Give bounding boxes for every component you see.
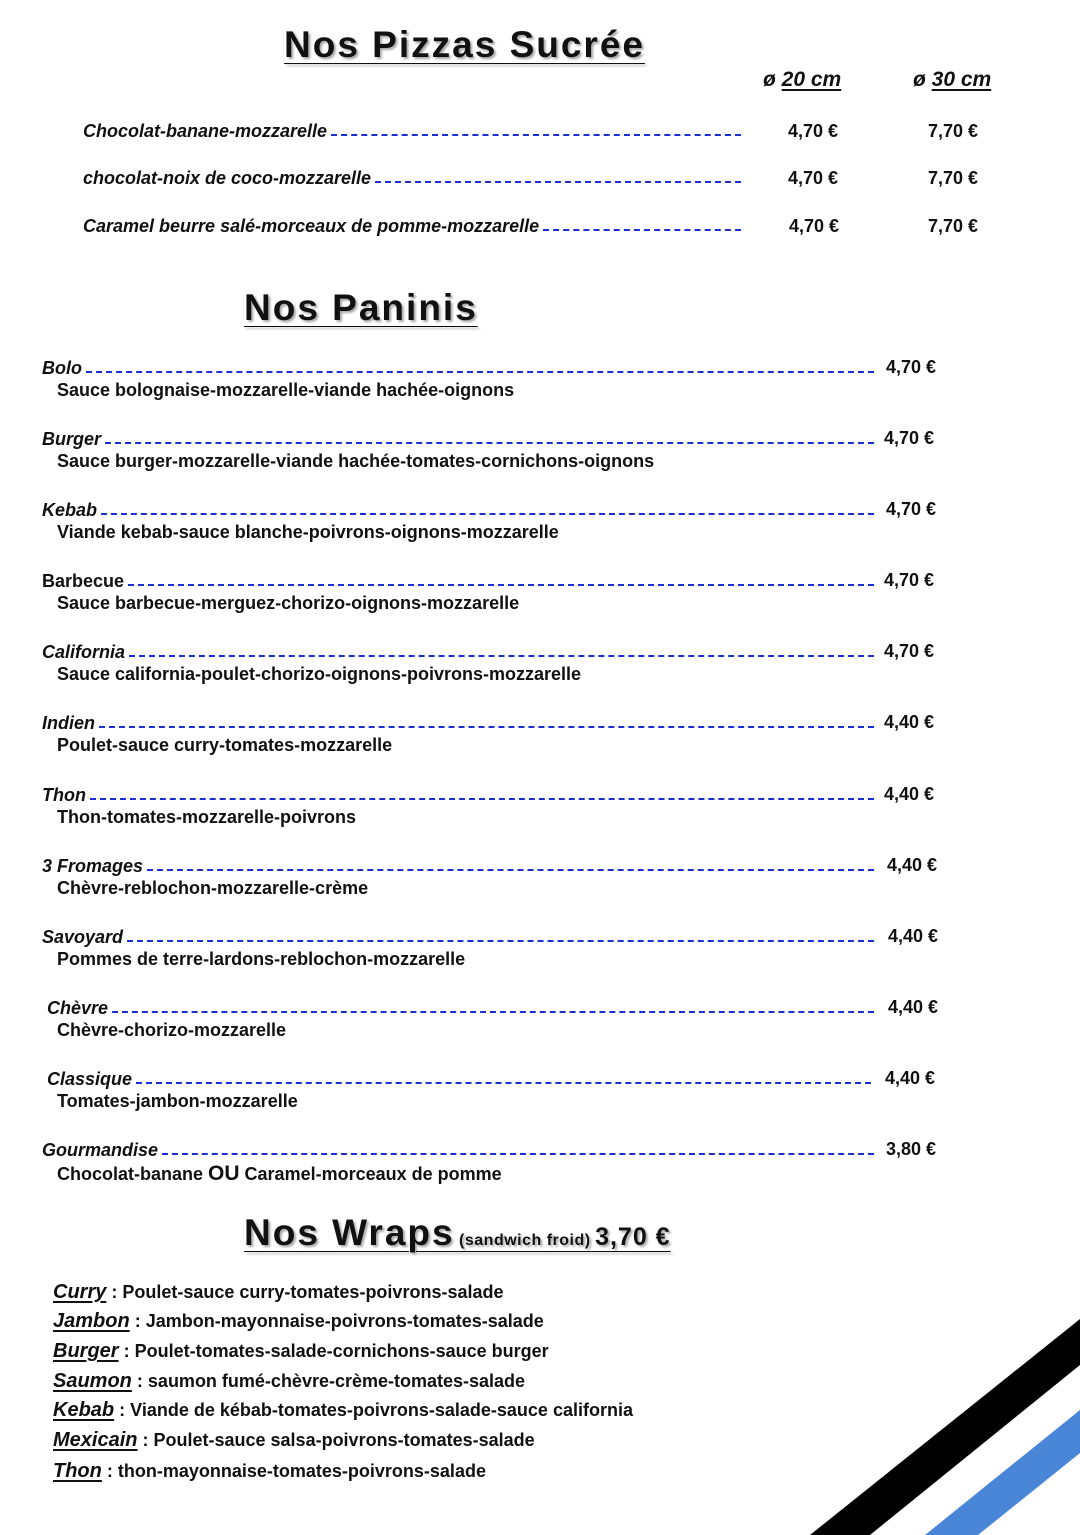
wrap-item — [53, 1340, 549, 1363]
wrap-description: : Viande de kébab-tomates-poivrons-salade-sauce california — [119, 1400, 633, 1420]
wraps-price: 3,70 € — [595, 1223, 671, 1251]
panini-description: Chèvre-chorizo-mozzarelle — [57, 1020, 287, 1040]
wraps-title-text: Nos Wraps — [244, 1212, 455, 1253]
description-option-b: Caramel-morceaux de pomme — [244, 1164, 502, 1184]
panini-price: 4,40 € — [887, 855, 938, 875]
wrap-description: : thon-mayonnaise-tomates-poivrons-salade — [106, 1461, 486, 1481]
wrap-name: Curry — [53, 1281, 107, 1303]
leader-dots — [128, 584, 874, 586]
leader-dots — [543, 229, 741, 231]
wraps-subtitle: (sandwich froid) — [459, 1232, 591, 1249]
panini-price: 4,40 € — [885, 1068, 936, 1088]
panini-name: Chèvre — [47, 998, 109, 1018]
panini-price: 4,40 € — [884, 784, 935, 804]
panini-description: Sauce burger-mozzarelle-viande hachée-tomates-cornichons-oignons — [57, 451, 655, 471]
panini-name: Bolo — [42, 358, 82, 378]
pizza-name: chocolat-noix de coco-mozzarelle — [83, 168, 372, 188]
wrap-item — [53, 1310, 544, 1333]
black-stripe — [810, 1319, 1080, 1535]
panini-name: California — [42, 642, 126, 662]
pizzas-title: Nos Pizzas Sucrée — [284, 24, 645, 65]
leader-dots — [90, 798, 874, 800]
pizza-price-20: 4,70 € — [788, 168, 839, 188]
panini-item — [42, 497, 876, 521]
leader-dots — [147, 869, 874, 871]
panini-name: Gourmandise — [42, 1140, 159, 1160]
diameter-symbol: ø — [913, 68, 926, 91]
panini-item — [42, 639, 876, 663]
panini-name: Kebab — [42, 500, 98, 520]
panini-description: Pommes de terre-lardons-reblochon-mozzarelle — [57, 949, 466, 969]
leader-dots — [331, 134, 741, 136]
wrap-description: : Poulet-tomates-salade-cornichons-sauce burger — [123, 1341, 549, 1361]
paninis-title: Nos Paninis — [244, 287, 478, 328]
pizza-item — [83, 213, 743, 237]
pizza-price-30: 7,70 € — [928, 168, 979, 188]
panini-description: Tomates-jambon-mozzarelle — [57, 1091, 298, 1111]
leader-dots — [136, 1082, 871, 1084]
panini-name: Barbecue — [42, 571, 125, 591]
panini-item — [42, 782, 876, 806]
panini-name: 3 Fromages — [42, 856, 144, 876]
panini-price: 4,40 € — [888, 926, 939, 946]
panini-description: Viande kebab-sauce blanche-poivrons-oignons-mozzarelle — [57, 522, 559, 542]
pizza-price-20: 4,70 € — [788, 121, 839, 141]
panini-price: 3,80 € — [886, 1139, 937, 1159]
panini-item — [42, 710, 876, 734]
size-label-30: 30 cm — [931, 68, 992, 91]
wrap-name: Saumon — [53, 1370, 132, 1392]
wrap-description: : saumon fumé-chèvre-crème-tomates-salade — [136, 1371, 526, 1391]
pizza-name: Caramel beurre salé-morceaux de pomme-mozzarelle — [83, 216, 540, 236]
leader-dots — [99, 726, 874, 728]
size-header-30 — [913, 68, 991, 92]
leader-dots — [162, 1153, 874, 1155]
panini-item — [42, 355, 876, 379]
wrap-name: Kebab — [53, 1399, 115, 1421]
wrap-name: Burger — [53, 1340, 119, 1362]
panini-description: Sauce barbecue-merguez-chorizo-oignons-mozzarelle — [57, 593, 520, 613]
wrap-description: : Jambon-mayonnaise-poivrons-tomates-salade — [134, 1311, 544, 1331]
panini-price: 4,70 € — [884, 641, 935, 661]
wraps-title — [244, 1212, 671, 1254]
pizza-price-30: 7,70 € — [928, 216, 979, 236]
panini-name: Classique — [47, 1069, 133, 1089]
panini-item — [42, 568, 876, 592]
panini-description: Thon-tomates-mozzarelle-poivrons — [57, 807, 357, 827]
description-or: OU — [208, 1162, 240, 1185]
panini-description: Poulet-sauce curry-tomates-mozzarelle — [57, 735, 393, 755]
leader-dots — [101, 513, 874, 515]
panini-item — [42, 924, 876, 948]
panini-price: 4,40 € — [884, 712, 935, 732]
panini-name: Savoyard — [42, 927, 124, 947]
panini-description: Sauce california-poulet-chorizo-oignons-poivrons-mozzarelle — [57, 664, 582, 684]
panini-item — [42, 426, 876, 450]
panini-item — [47, 995, 876, 1019]
panini-name: Burger — [42, 429, 102, 449]
description-option-a: Chocolat-banane — [57, 1164, 204, 1184]
panini-item — [42, 1137, 876, 1161]
panini-description: Chèvre-reblochon-mozzarelle-crème — [57, 878, 369, 898]
pizza-item — [83, 165, 743, 189]
wrap-description: : Poulet-sauce salsa-poivrons-tomates-salade — [142, 1430, 535, 1450]
pizza-name: Chocolat-banane-mozzarelle — [83, 121, 328, 141]
pizza-item — [83, 118, 743, 142]
panini-price: 4,40 € — [888, 997, 939, 1017]
panini-price: 4,70 € — [884, 570, 935, 590]
wrap-item — [53, 1429, 535, 1452]
wrap-item — [53, 1370, 525, 1393]
leader-dots — [86, 371, 874, 373]
size-label-20: 20 cm — [781, 68, 842, 91]
panini-name: Thon — [42, 785, 86, 805]
size-header-20 — [763, 68, 841, 92]
panini-name: Indien — [42, 713, 95, 733]
wrap-description: : Poulet-sauce curry-tomates-poivrons-salade — [111, 1282, 504, 1302]
leader-dots — [105, 442, 874, 444]
wrap-name: Jambon — [53, 1310, 130, 1332]
panini-item — [42, 853, 876, 877]
pizza-price-20: 4,70 € — [789, 216, 840, 236]
panini-item — [47, 1066, 873, 1090]
leader-dots — [127, 940, 874, 942]
leader-dots — [112, 1011, 874, 1013]
panini-price: 4,70 € — [884, 428, 935, 448]
leader-dots — [375, 181, 741, 183]
wrap-item — [53, 1460, 486, 1483]
diameter-symbol: ø — [763, 68, 776, 91]
pizza-price-30: 7,70 € — [928, 121, 979, 141]
wrap-name: Thon — [53, 1460, 102, 1482]
corner-stripes-decoration — [810, 1295, 1080, 1535]
panini-description: Sauce bolognaise-mozzarelle-viande hachée-oignons — [57, 380, 515, 400]
panini-price: 4,70 € — [886, 499, 937, 519]
leader-dots — [129, 655, 874, 657]
panini-description — [57, 1162, 502, 1186]
wrap-item — [53, 1399, 633, 1422]
wrap-name: Mexicain — [53, 1429, 138, 1451]
panini-price: 4,70 € — [886, 357, 937, 377]
wrap-item — [53, 1281, 503, 1304]
